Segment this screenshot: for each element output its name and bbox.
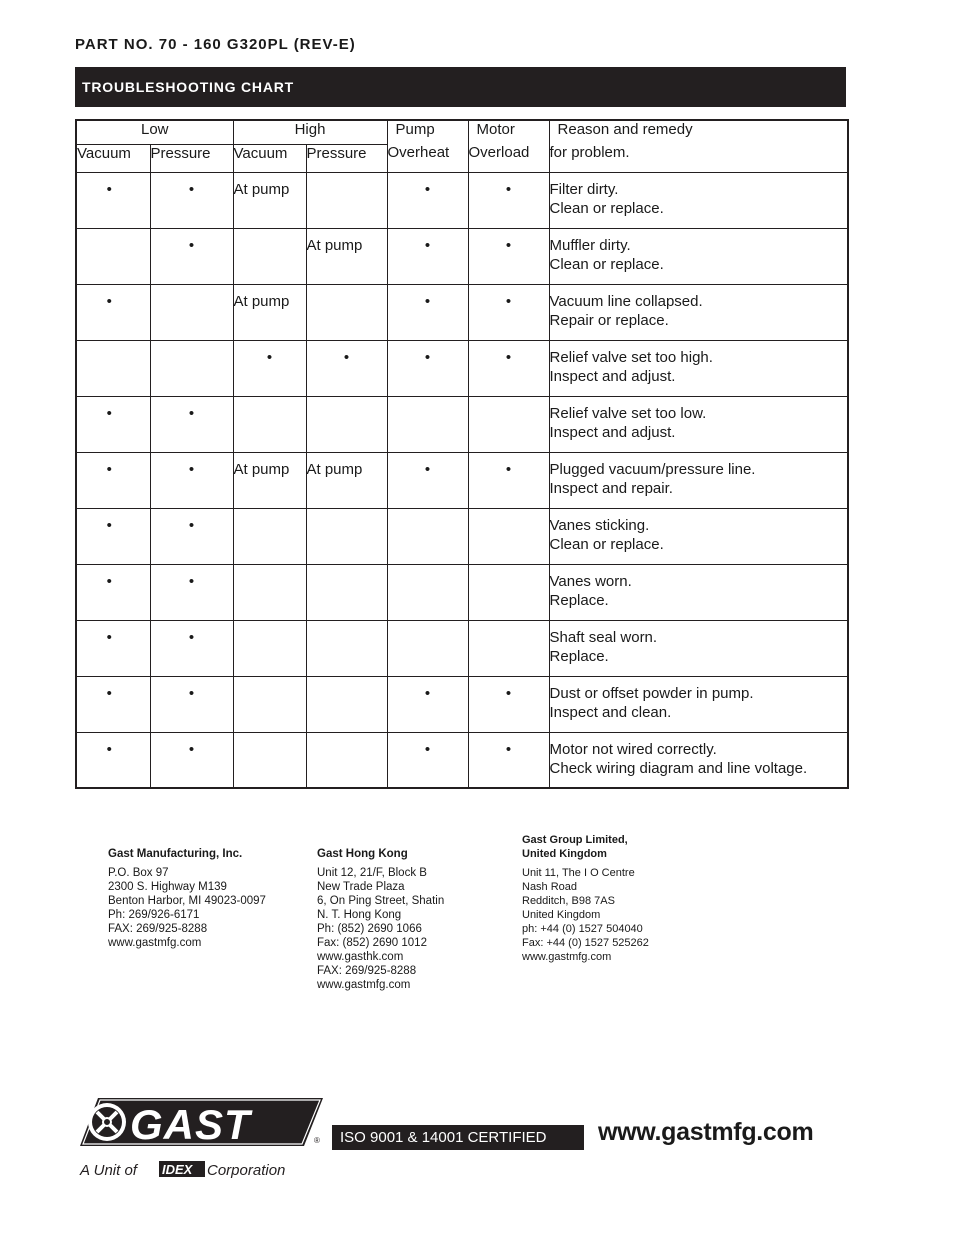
troubleshooting-table [75,119,849,789]
remedy-text: Replace. [549,591,609,609]
cell-high-vacuum [233,564,306,620]
gast-logo-emblem-icon [88,1103,126,1141]
address-hong-kong [317,847,444,992]
remedy-text: Clean or replace. [549,535,664,553]
table-row [76,676,848,732]
address-usa [108,847,266,950]
cell-low-vacuum: • [76,620,150,676]
cell-reason-remedy [549,508,848,564]
address-line: Ph: (852) 2690 1066 [317,923,422,935]
cell-motor-overload: • [468,172,549,228]
header-motor: Motor [468,120,549,144]
remedy-text: Repair or replace. [549,311,669,329]
table-row [76,452,848,508]
cell-high-vacuum: At pump [233,284,306,340]
address-line: Ph: 269/926-6171 [108,909,200,921]
cell-reason-remedy [549,228,848,284]
cell-pump-overheat [387,508,468,564]
cell-pump-overheat [387,564,468,620]
remedy-text: Inspect and repair. [549,479,673,497]
cell-motor-overload: • [468,676,549,732]
cell-low-pressure: • [150,676,233,732]
cell-reason-remedy [549,732,848,788]
cell-low-vacuum: • [76,396,150,452]
cell-motor-overload: • [468,732,549,788]
cell-reason-remedy [549,284,848,340]
cell-reason-remedy [549,172,848,228]
address-uk [522,833,649,964]
reason-text: Filter dirty. [549,180,619,198]
remedy-text: Inspect and clean. [549,703,672,721]
subheader-overload: Overload [468,144,549,172]
subheader-high-pressure: Pressure [306,144,387,172]
address-line: www.gastmfg.com [317,979,411,991]
cell-high-pressure [306,732,387,788]
remedy-text: Replace. [549,647,609,665]
header-high: High [233,120,387,144]
cell-low-pressure [150,284,233,340]
address-line: www.gasthk.com [317,951,404,963]
address-line: N. T. Hong Kong [317,909,402,921]
address-line: www.gastmfg.com [108,937,202,949]
subheader-low-vacuum: Vacuum [76,144,150,172]
iso-certification-badge: ISO 9001 & 14001 CERTIFIED [332,1125,584,1150]
remedy-text: Clean or replace. [549,255,664,273]
address-line: FAX: 269/925-8288 [317,965,417,977]
address-line: FAX: 269/925-8288 [108,923,208,935]
table-row [76,396,848,452]
cell-low-vacuum: • [76,172,150,228]
table-row [76,284,848,340]
cell-high-vacuum [233,620,306,676]
address-line: ph: +44 (0) 1527 504040 [522,923,643,935]
cell-low-pressure: • [150,228,233,284]
table-row [76,172,848,228]
cell-low-pressure: • [150,732,233,788]
cell-high-pressure: • [306,340,387,396]
subheader-for-problem: for problem. [549,144,848,172]
cell-motor-overload: • [468,340,549,396]
address-line: Nash Road [522,881,578,893]
subheader-overheat: Overheat [387,144,468,172]
cell-motor-overload [468,508,549,564]
unit-of-prefix: A Unit of [80,1162,137,1179]
address-line: 6, On Ping Street, Shatin [317,895,445,907]
address-line: Unit 12, 21/F, Block B [317,867,427,879]
cell-pump-overheat: • [387,228,468,284]
cell-high-pressure [306,284,387,340]
subheader-low-pressure: Pressure [150,144,233,172]
cell-motor-overload: • [468,452,549,508]
reason-text: Muffler dirty. [549,236,631,254]
cell-motor-overload [468,564,549,620]
cell-pump-overheat: • [387,732,468,788]
header-low: Low [76,120,233,144]
cell-high-pressure [306,172,387,228]
cell-low-vacuum [76,228,150,284]
cell-high-pressure [306,396,387,452]
address-uk-name-country: United Kingdom [522,848,607,860]
cell-high-pressure [306,676,387,732]
address-line: New Trade Plaza [317,881,405,893]
address-line: P.O. Box 97 [108,867,169,879]
cell-pump-overheat: • [387,172,468,228]
cell-low-vacuum: • [76,732,150,788]
table-row [76,508,848,564]
cell-high-vacuum: • [233,340,306,396]
website-url[interactable]: www.gastmfg.com [598,1118,814,1146]
cell-high-pressure [306,564,387,620]
reason-text: Vacuum line collapsed. [549,292,703,310]
unit-of-suffix: Corporation [207,1162,286,1179]
gast-logo-text: GAST [130,1101,251,1148]
reason-text: Relief valve set too low. [549,404,707,422]
address-uk-name: Gast Group Limited, [522,834,628,846]
cell-high-pressure [306,508,387,564]
cell-high-vacuum [233,732,306,788]
part-number: PART NO. 70 - 160 G320PL (REV-E) [75,36,356,53]
address-line: Fax: +44 (0) 1527 525262 [522,937,649,949]
reason-text: Vanes worn. [549,572,632,590]
cell-high-vacuum [233,396,306,452]
cell-low-pressure: • [150,172,233,228]
cell-pump-overheat: • [387,284,468,340]
subheader-high-vacuum: Vacuum [233,144,306,172]
cell-high-vacuum [233,228,306,284]
gast-logo [78,1094,328,1184]
cell-reason-remedy [549,396,848,452]
cell-low-vacuum: • [76,676,150,732]
reason-text: Shaft seal worn. [549,628,658,646]
cell-reason-remedy [549,620,848,676]
table-row [76,620,848,676]
table-row [76,564,848,620]
address-hk-name: Gast Hong Kong [317,848,408,860]
remedy-text: Inspect and adjust. [549,367,676,385]
address-line: Unit 11, The I O Centre [522,867,635,879]
reason-text: Relief valve set too high. [549,348,713,366]
header-reason: Reason and remedy [549,120,848,144]
address-line: Redditch, B98 7AS [522,895,615,907]
cell-low-pressure: • [150,620,233,676]
cell-low-vacuum: • [76,284,150,340]
reason-text: Dust or offset powder in pump. [549,684,754,702]
cell-low-vacuum: • [76,508,150,564]
header-pump: Pump [387,120,468,144]
address-line: 2300 S. Highway M139 [108,881,227,893]
cell-motor-overload: • [468,284,549,340]
address-line: Benton Harbor, MI 49023-0097 [108,895,266,907]
cell-high-pressure: At pump [306,452,387,508]
address-line: Fax: (852) 2690 1012 [317,937,427,949]
cell-low-pressure [150,340,233,396]
reason-text: Motor not wired correctly. [549,740,717,758]
cell-motor-overload [468,620,549,676]
address-line: United Kingdom [522,909,601,921]
cell-pump-overheat: • [387,452,468,508]
cell-motor-overload: • [468,228,549,284]
cell-pump-overheat: • [387,676,468,732]
registered-mark: ® [314,1136,320,1145]
cell-low-vacuum: • [76,452,150,508]
cell-high-pressure: At pump [306,228,387,284]
cell-high-vacuum: At pump [233,172,306,228]
idex-logo-text: IDEX [162,1162,193,1177]
cell-reason-remedy [549,452,848,508]
table-row [76,228,848,284]
cell-low-pressure: • [150,452,233,508]
cell-motor-overload [468,396,549,452]
cell-low-vacuum: • [76,564,150,620]
reason-text: Vanes sticking. [549,516,650,534]
cell-low-pressure: • [150,564,233,620]
cell-pump-overheat [387,620,468,676]
remedy-text: Check wiring diagram and line voltage. [549,759,808,777]
cell-high-pressure [306,620,387,676]
cell-low-pressure: • [150,396,233,452]
cell-pump-overheat [387,396,468,452]
cell-reason-remedy [549,564,848,620]
section-title-banner: TROUBLESHOOTING CHART [75,67,846,107]
cell-high-vacuum [233,508,306,564]
cell-low-vacuum [76,340,150,396]
table-row [76,340,848,396]
reason-text: Plugged vacuum/pressure line. [549,460,756,478]
cell-high-vacuum [233,676,306,732]
address-usa-name: Gast Manufacturing, Inc. [108,848,243,860]
cell-pump-overheat: • [387,340,468,396]
cell-reason-remedy [549,676,848,732]
remedy-text: Inspect and adjust. [549,423,676,441]
remedy-text: Clean or replace. [549,199,664,217]
cell-low-pressure: • [150,508,233,564]
cell-reason-remedy [549,340,848,396]
cell-high-vacuum: At pump [233,452,306,508]
table-row [76,732,848,788]
address-line: www.gastmfg.com [522,951,612,963]
